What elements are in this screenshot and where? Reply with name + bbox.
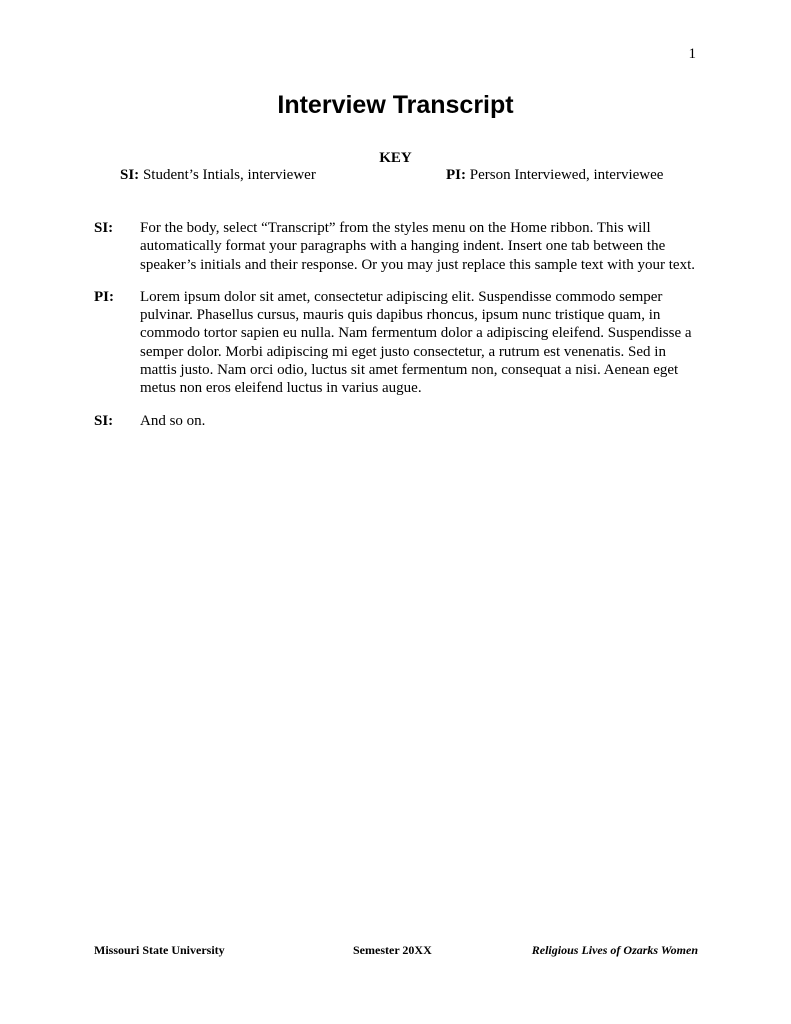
- key-interviewee-desc: Person Interviewed, interviewee: [469, 167, 664, 183]
- key-interviewee: [446, 167, 663, 184]
- speaker-label: PI:: [94, 288, 114, 305]
- footer-semester: Semester 20XX: [353, 943, 432, 957]
- transcript-entry: [94, 219, 704, 274]
- key-interviewer-abbr: SI:: [120, 167, 140, 183]
- speaker-label: SI:: [94, 220, 114, 236]
- speech-text: For the body, select “Transcript” from the styles menu on the Home ribbon. This will automatically format your paragraphs with a hanging indent. Insert one tab between the speaker’s initials and their response. Or you may just replace this sample text with your text.: [140, 220, 696, 273]
- key-interviewee-abbr: PI:: [446, 167, 466, 183]
- key-heading: KEY: [379, 150, 412, 166]
- key-interviewer: [120, 167, 316, 184]
- key-interviewer-desc: Student’s Intials, interviewer: [142, 167, 316, 183]
- document-title: Interview Transcript: [277, 91, 514, 119]
- transcript-entry: [94, 412, 704, 430]
- speaker-label: SI:: [94, 412, 114, 429]
- transcript-body: [94, 219, 704, 444]
- transcript-entry: [94, 288, 704, 398]
- footer-course: Religious Lives of Ozarks Women: [531, 943, 698, 957]
- page-footer: [94, 943, 698, 961]
- footer-university: Missouri State University: [94, 943, 225, 957]
- speech-text: And so on.: [140, 412, 206, 429]
- page-number: 1: [688, 46, 696, 62]
- speech-text: Lorem ipsum dolor sit amet, consectetur adipiscing elit. Suspendisse commodo semper pulvinar. Phasellus cursus, mauris quis dapibus rhoncus, ipsum nunc tristique quam, in commodo tortor sapien eu nulla. Nam fermentum dolor a adipiscing eleifend. Suspendisse a semper dolor. Morbi adipiscing mi eget justo consectetur, a rutrum est venenatis. Sed in mattis justo. Nam orci odio, luctus sit amet fermentum non, consequat a nisi. Aenean eget metus non eros eleifend luctus in varius augue.: [140, 288, 692, 397]
